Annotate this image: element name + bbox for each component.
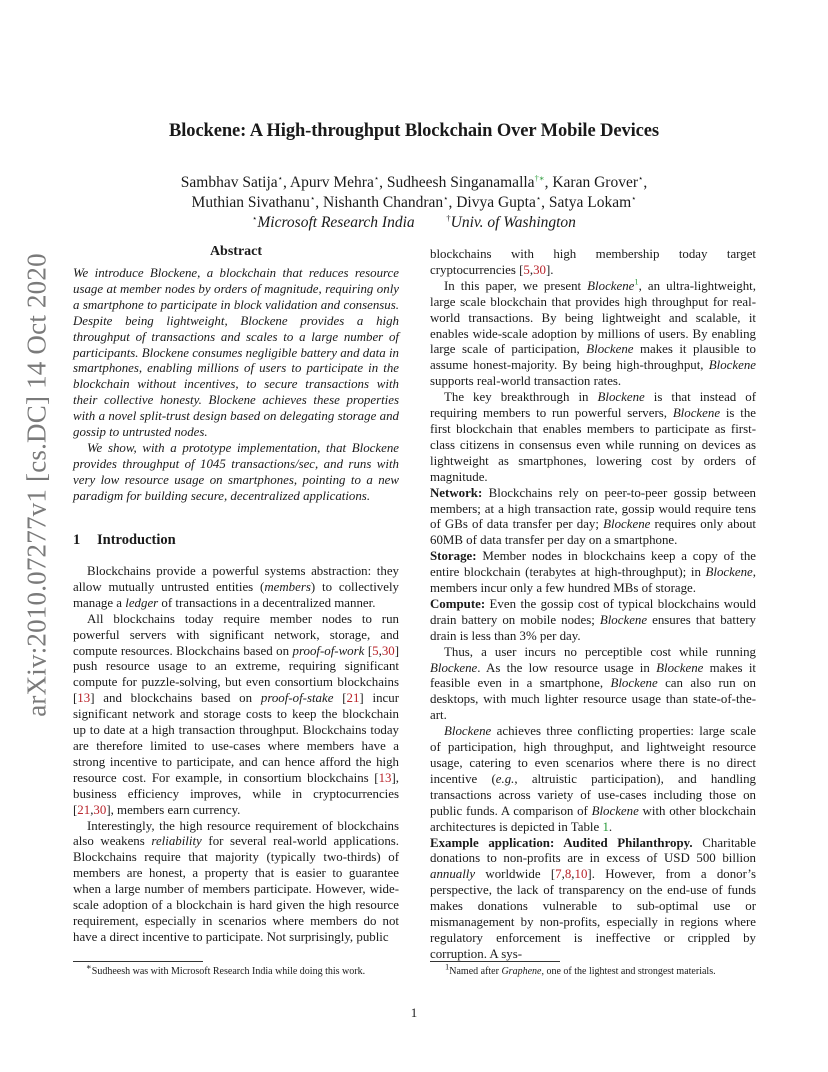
affiliation-uw: Univ. of Washington [450, 214, 576, 231]
arxiv-identifier-sidebar [17, 253, 57, 717]
citation-link[interactable]: 30 [381, 643, 395, 658]
footnote-link[interactable]: 1 [634, 276, 639, 287]
citation-link[interactable]: 30 [533, 262, 546, 277]
section-number: 1 [73, 532, 81, 548]
citation-link[interactable]: 13 [77, 691, 91, 706]
storage-paragraph: Storage: Member nodes in blockchains keep a copy of the entire blockchain (terabytes at high-throughput); in Blockene, members incur only a few hundred MBs of storage. [430, 549, 756, 596]
citation-link[interactable]: 7 [555, 867, 562, 882]
citation-link[interactable]: 30 [93, 802, 107, 817]
abstract-paragraph-1: We introduce Blockene, a blockchain that reduces resource usage at member nodes by orders of magnitude, requiring only a smartphone to participate in block validation and consensus. Despite being lightweight, Blockene provides a high throughput of transactions and scales to a large number of participants. Blockene consumes negligible battery and data in smartphones, enabling millions of users to participate in the blockchain without incentives, to secure transactions with their collective honesty. Blockene achieves these properties with a novel split-trust design based on delegating storage and gossip to untrusted nodes. [73, 266, 399, 440]
paper-title: Blockene: A High-throughput Blockchain Over Mobile Devices [169, 121, 659, 141]
page-number: 1 [410, 1005, 418, 1020]
author-line-2: Muthian Sivathanu⋆, Nishanth Chandran⋆, Divya Gupta⋆, Satya Lokam⋆ [191, 192, 637, 211]
table-reference-link[interactable]: 1 [602, 819, 609, 834]
introduction-left-column [73, 564, 399, 946]
author-line-1: Sambhav Satija⋆, Apurv Mehra⋆, Sudheesh Singanamalla†∗, Karan Grover⋆, [180, 172, 648, 191]
footnote-right: $^1$Named after Graphene, one of the lightest and strongest materials. [445, 961, 716, 977]
affiliations: ⋆Microsoft Research India †Univ. of Washington [252, 212, 576, 231]
right-paragraph-1: In this paper, we present Blockene$^1$, an ultra-lightweight, large scale blockchain that provides high throughput for real-world transactions. By being lightweight and scalable, it enables wide-scale adoption by millions of users. By enabling large scale of participation, Blockene makes it plausible to assume honest-majority. By being high-throughput, Blockene supports real-world transaction rates. [430, 276, 756, 389]
citation-link[interactable]: 8 [564, 867, 572, 882]
arxiv-id: arXiv:2010.07277v1 [cs.DC] 14 Oct 2020 [21, 253, 52, 717]
compute-paragraph: Compute: Even the gossip cost of typical blockchains would drain battery on mobile nodes; Blockene ensures that battery drain is less than 3% per day. [430, 596, 756, 643]
right-paragraph-4: Blockene achieves three conflicting properties: large scale of participation, high throughput, and lightweight resource usage, catering to even scenarios where there is no direct incentive (e.g., altruistic participation), and handling transactions across variety of use-cases including those on public funds. A comparison of Blockene with other blockchain architectures is depicted in Table 1. [430, 724, 756, 834]
right-paragraph-0: blockchains with high membership today target cryptocurrencies [5,30]. [430, 247, 756, 277]
affiliation-microsoft: Microsoft Research India [257, 214, 415, 231]
abstract-body [73, 266, 399, 505]
citation-link[interactable]: 13 [378, 770, 392, 785]
section-heading-introduction [73, 532, 176, 549]
right-paragraph-3: Thus, a user incurs no perceptible cost while running Blockene. As the low resource usage in Blockene makes it feasible even in a smartphone, Blockene can also run on desktops, with much lighter resource usage than state-of-the-art. [430, 644, 757, 723]
citation-link[interactable]: 21 [77, 802, 91, 817]
intro-paragraph-1: Blockchains provide a powerful systems abstraction: they allow mutually untrusted entities (members) to collectively manage a ledger of transactions in a decentralized manner. [73, 564, 399, 610]
footnote-rule-left [73, 961, 203, 962]
citation-link[interactable]: 5 [523, 262, 530, 277]
right-paragraph-2: The key breakthrough in Blockene is that instead of requiring members to run powerful servers, Blockene is the first blockchain that enables members to participate as first-class citizens in consensus even while running on devices as lightweight as smartphones, lowering cost by orders of magnitude. [430, 390, 757, 484]
introduction-right-column [430, 247, 756, 963]
abstract-paragraph-2: We show, with a prototype implementation, that Blockene provides throughput of 1045 transactions/sec, and runs with very low resource usage on smartphones, pointing to a new paradigm for building secure, decentralized applications. [73, 440, 399, 503]
citation-link[interactable]: 10 [574, 867, 588, 882]
section-title: Introduction [97, 532, 176, 548]
abstract-heading: Abstract [209, 244, 263, 259]
footnote-rule-right [430, 961, 560, 962]
intro-paragraph-3: Interestingly, the high resource requirement of blockchains also weakens reliability for several real-world applications. Blockchains require that majority (typically two-thirds) of members are honest, a property that is easier to guarantee when a large number of members participate. However, wide-scale adoption of a blockchain is hard given the high resource requirement, especially in scenarios where members do not have a direct incentive to participate. Not surprisingly, public [73, 818, 400, 944]
citation-link[interactable]: 21 [346, 691, 360, 706]
citation-link[interactable]: 5 [372, 643, 379, 658]
network-paragraph: Network: Blockchains rely on peer-to-peer gossip between members; at a high transaction rate, gossip would require tens of GBs of data transfer per day; Blockene requires only about 60MB of data transfer per day on a smartphone. [430, 485, 756, 548]
footnote-left: ∗Sudheesh was with Microsoft Research India while doing this work. [86, 961, 366, 977]
example-application-paragraph: Example application: Audited Philanthropy. Charitable donations to non-profits are in excess of USD 500 billion annually worldwide [7,8,10]. However, from a donor’s perspective, the lack of transparency on the end-use of funds makes donations vulnerable to sub-optimal use or mismanagement by non-profits, especially in regions where regulatory enforcement is ineffective or crippled by corruption. A sys- [430, 835, 756, 961]
author-affil-mark: †∗ [534, 172, 545, 183]
intro-paragraph-2: All blockchains today require member nodes to run powerful servers with significant network, storage, and compute resources. Blockchains based on proof-of-work [5,30] push resource usage to an extreme, requiring significant compute for puzzle-solving, but even consortium blockchains [13] and blockchains based on proof-of-stake [21] incur significant network and storage costs to keep the blockchain up to date at a high transaction throughput. Blockchains today are therefore limited to use-cases where members have a strong incentive to participate, and can hence afford the high resource cost. For example, in consortium blockchains [13], business efficiency improves, while in cryptocurrencies [21,30], members earn currency. [73, 611, 399, 817]
